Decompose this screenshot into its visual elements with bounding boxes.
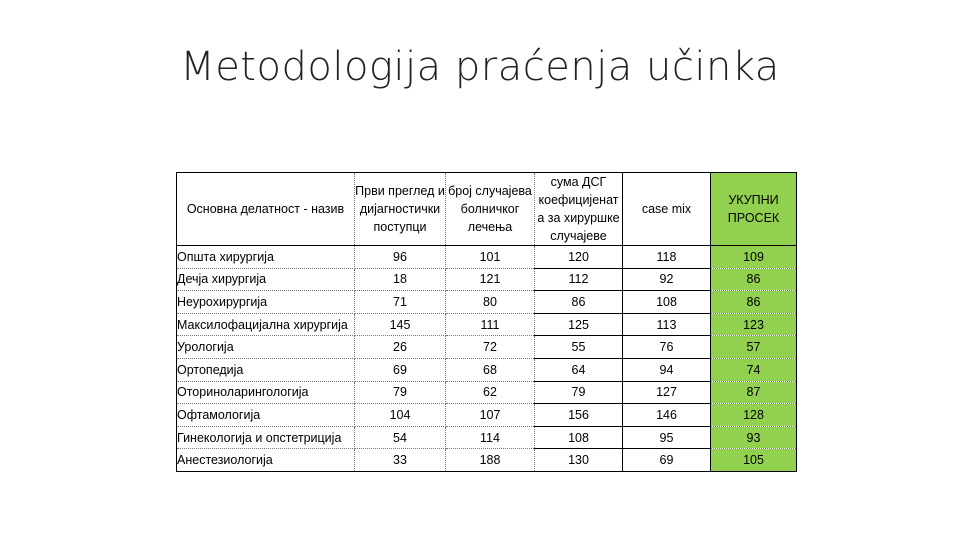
cell-dsg-sum: 112 bbox=[535, 268, 623, 291]
header-case-mix: case mix bbox=[623, 173, 711, 246]
cell-dsg-sum: 156 bbox=[535, 404, 623, 427]
header-dsg-sum: сума ДСГ коефицијенат а за хируршке случајеве bbox=[535, 173, 623, 246]
cell-dsg-sum: 55 bbox=[535, 336, 623, 359]
cell-hospital-cases: 107 bbox=[446, 404, 535, 427]
cell-hospital-cases: 101 bbox=[446, 246, 535, 269]
cell-activity-name: Урологија bbox=[177, 336, 355, 359]
cell-total-average: 74 bbox=[711, 358, 797, 381]
table-row bbox=[177, 449, 797, 472]
cell-activity-name: Оториноларингологија bbox=[177, 381, 355, 404]
cell-case-mix: 69 bbox=[623, 449, 711, 472]
cell-activity-name: Ортопедија bbox=[177, 358, 355, 381]
cell-total-average: 128 bbox=[711, 404, 797, 427]
cell-hospital-cases: 121 bbox=[446, 268, 535, 291]
cell-hospital-cases: 72 bbox=[446, 336, 535, 359]
header-activity-name: Основна делатност - назив bbox=[177, 173, 355, 246]
cell-case-mix: 113 bbox=[623, 313, 711, 336]
performance-table bbox=[176, 172, 797, 472]
cell-case-mix: 146 bbox=[623, 404, 711, 427]
cell-total-average: 57 bbox=[711, 336, 797, 359]
slide-title: Metodologija praćenja učinka bbox=[180, 44, 780, 90]
cell-dsg-sum: 130 bbox=[535, 449, 623, 472]
cell-first-exam: 26 bbox=[355, 336, 446, 359]
table-row bbox=[177, 358, 797, 381]
cell-activity-name: Максилофацијална хирургија bbox=[177, 313, 355, 336]
cell-activity-name: Дечја хирургија bbox=[177, 268, 355, 291]
cell-first-exam: 79 bbox=[355, 381, 446, 404]
cell-activity-name: Гинекологија и опстетриција bbox=[177, 426, 355, 449]
cell-total-average: 109 bbox=[711, 246, 797, 269]
table-header-row bbox=[177, 173, 797, 246]
cell-total-average: 86 bbox=[711, 268, 797, 291]
cell-first-exam: 71 bbox=[355, 291, 446, 314]
cell-dsg-sum: 64 bbox=[535, 358, 623, 381]
cell-first-exam: 145 bbox=[355, 313, 446, 336]
cell-total-average: 86 bbox=[711, 291, 797, 314]
table-row bbox=[177, 404, 797, 427]
header-hospital-cases: број случајева болничког лечења bbox=[446, 173, 535, 246]
cell-case-mix: 127 bbox=[623, 381, 711, 404]
cell-dsg-sum: 79 bbox=[535, 381, 623, 404]
table-row bbox=[177, 268, 797, 291]
cell-case-mix: 108 bbox=[623, 291, 711, 314]
cell-activity-name: Општа хирургија bbox=[177, 246, 355, 269]
cell-hospital-cases: 114 bbox=[446, 426, 535, 449]
cell-dsg-sum: 86 bbox=[535, 291, 623, 314]
cell-hospital-cases: 68 bbox=[446, 358, 535, 381]
header-total-average: УКУПНИ ПРОСЕК bbox=[711, 173, 797, 246]
cell-total-average: 123 bbox=[711, 313, 797, 336]
cell-activity-name: Офтамологија bbox=[177, 404, 355, 427]
cell-hospital-cases: 62 bbox=[446, 381, 535, 404]
table-row bbox=[177, 336, 797, 359]
cell-activity-name: Анестезиологија bbox=[177, 449, 355, 472]
cell-activity-name: Неурохирургија bbox=[177, 291, 355, 314]
cell-first-exam: 104 bbox=[355, 404, 446, 427]
cell-case-mix: 76 bbox=[623, 336, 711, 359]
cell-first-exam: 33 bbox=[355, 449, 446, 472]
cell-case-mix: 92 bbox=[623, 268, 711, 291]
cell-dsg-sum: 108 bbox=[535, 426, 623, 449]
cell-first-exam: 96 bbox=[355, 246, 446, 269]
header-first-exam: Први преглед и дијагностички поступци bbox=[355, 173, 446, 246]
cell-first-exam: 69 bbox=[355, 358, 446, 381]
cell-hospital-cases: 80 bbox=[446, 291, 535, 314]
table-row bbox=[177, 313, 797, 336]
cell-case-mix: 95 bbox=[623, 426, 711, 449]
table-row bbox=[177, 291, 797, 314]
cell-dsg-sum: 125 bbox=[535, 313, 623, 336]
cell-first-exam: 54 bbox=[355, 426, 446, 449]
cell-total-average: 93 bbox=[711, 426, 797, 449]
cell-hospital-cases: 111 bbox=[446, 313, 535, 336]
cell-first-exam: 18 bbox=[355, 268, 446, 291]
cell-case-mix: 94 bbox=[623, 358, 711, 381]
table-row bbox=[177, 246, 797, 269]
cell-dsg-sum: 120 bbox=[535, 246, 623, 269]
cell-hospital-cases: 188 bbox=[446, 449, 535, 472]
cell-total-average: 87 bbox=[711, 381, 797, 404]
table-row bbox=[177, 426, 797, 449]
cell-case-mix: 118 bbox=[623, 246, 711, 269]
table-row bbox=[177, 381, 797, 404]
cell-total-average: 105 bbox=[711, 449, 797, 472]
